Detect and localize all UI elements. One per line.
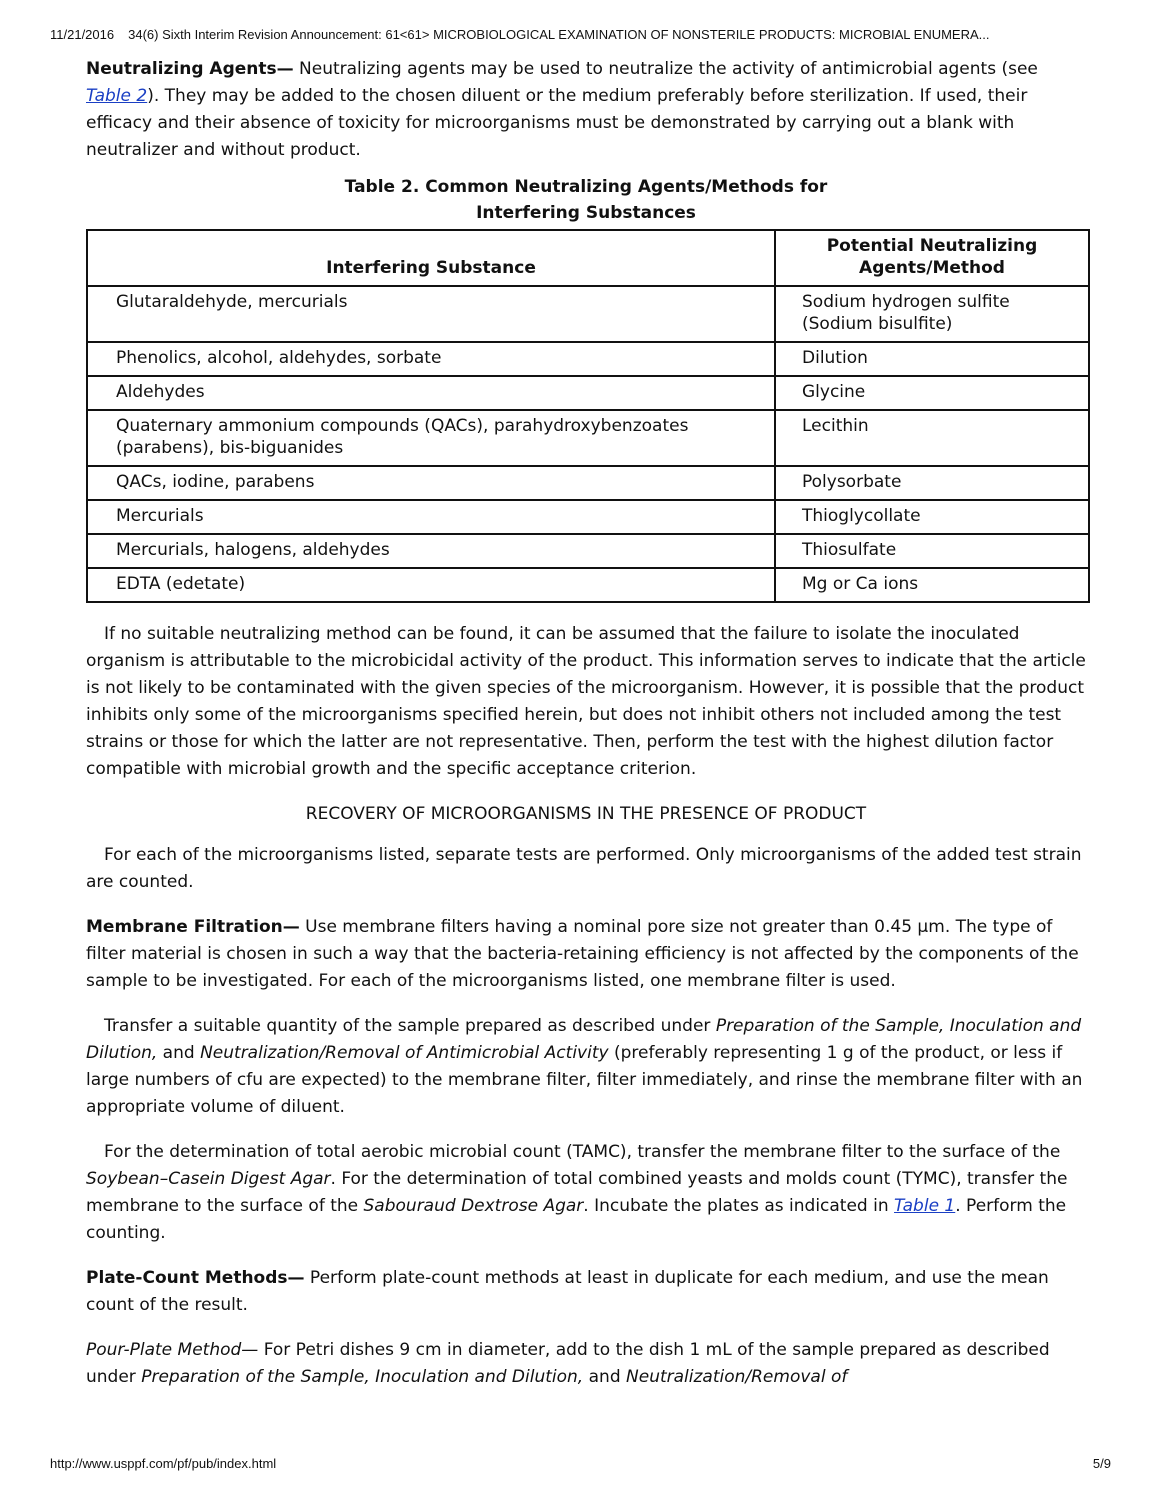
transfer-text-1: Transfer a suitable quantity of the sample prepared as described under — [104, 1016, 716, 1036]
document-body — [86, 56, 1086, 1391]
section-heading: RECOVERY OF MICROORGANISMS IN THE PRESENCE OF PRODUCT — [305, 804, 867, 824]
transfer-paragraph — [86, 1013, 1086, 1121]
header-date: 11/21/2016 — [50, 27, 115, 42]
tamc-medium-1: Soybean–Casein Digest Agar — [86, 1169, 331, 1189]
footer-url: http://www.usppf.com/pf/pub/index.html — [50, 1456, 277, 1471]
table-caption-line-2: Interfering Substances — [476, 203, 696, 223]
agent-cell: Dilution — [775, 342, 1089, 376]
plate-count-text: Perform plate-count methods at least in duplicate for each medium, and use the mean count of the result. — [86, 1268, 1049, 1315]
tamc-text-2: . For the determination of total combined yeasts and molds count (TYMC), transfer the membrane to the surface of the — [86, 1169, 1068, 1216]
table-row — [87, 568, 1089, 602]
column-header-line-1: Potential Neutralizing — [826, 236, 1038, 256]
neutralizing-text-1: Neutralizing agents may be used to neutralize the activity of antimicrobial agents (see — [293, 59, 1038, 79]
page-footer — [50, 1456, 1111, 1471]
header-title: 34(6) Sixth Interim Revision Announcement: 61<61> MICROBIOLOGICAL EXAMINATION OF NONSTERILE PRODUCTS: MICROBIAL ENUMERA... — [128, 27, 990, 42]
page-header — [50, 27, 1129, 42]
plate-count-paragraph — [86, 1265, 1086, 1319]
each-microorganism-paragraph: For each of the microorganisms listed, separate tests are performed. Only microorganisms of the added test strain are counted. — [86, 845, 1082, 892]
membrane-filtration-paragraph — [86, 914, 1086, 995]
membrane-filtration-text: Use membrane filters having a nominal pore size not greater than 0.45 µm. The type of filter material is chosen in such a way that the bacteria-retaining efficiency is not affected by the components of the sample to be investigated. For each of the microorganisms listed, one membrane filter is used. — [86, 917, 1079, 991]
transfer-text-2: and — [157, 1043, 201, 1063]
table-row — [87, 410, 1089, 466]
table-row — [87, 500, 1089, 534]
table-row — [87, 342, 1089, 376]
tamc-text-4: . Perform the counting. — [86, 1196, 1067, 1243]
pour-plate-paragraph — [86, 1337, 1086, 1391]
plate-count-heading: Plate-Count Methods— — [86, 1268, 305, 1288]
transfer-ref-1: Preparation of the Sample, Inoculation and Dilution, — [86, 1016, 1082, 1063]
table-row — [87, 376, 1089, 410]
agent-line: (Sodium bisulfite) — [802, 314, 953, 334]
column-header-line-2: Agents/Method — [859, 258, 1005, 278]
column-header-neutralizing-agent — [775, 230, 1089, 286]
substance-cell: Mercurials, halogens, aldehydes — [87, 534, 775, 568]
neutralizing-agents-paragraph — [86, 56, 1086, 164]
pour-plate-heading: Pour-Plate Method— — [86, 1340, 259, 1360]
no-suitable-method-paragraph: If no suitable neutralizing method can be found, it can be assumed that the failure to isolate the inoculated organism is attributable to the microbicidal activity of the product. This information serves to indicate that the article is not likely to be contaminated with the given species of the microorganism. However, it is possible that the product inhibits only some of the microorganisms specified herein, but does not inhibit others not included among the test strains or those for which the latter are not representative. Then, perform the test with the highest dilution factor compatible with microbial growth and the specific acceptance criterion. — [86, 624, 1086, 779]
substance-cell: Quaternary ammonium compounds (QACs), parahydroxybenzoates (parabens), bis-biguanides — [87, 410, 775, 466]
agent-cell — [775, 286, 1089, 342]
agent-cell: Lecithin — [775, 410, 1089, 466]
table-caption-line-1: Table 2. Common Neutralizing Agents/Methods for — [344, 177, 828, 197]
agent-line: Sodium hydrogen sulfite — [802, 292, 1010, 312]
page-number: 5/9 — [1092, 1456, 1111, 1471]
pour-plate-ref-2: Neutralization/Removal of — [626, 1367, 848, 1387]
neutralizing-agents-table — [86, 229, 1090, 603]
transfer-text-3: (preferably representing 1 g of the product, or less if large numbers of cfu are expected) to the membrane filter, filter immediately, and rinse the membrane filter with an appropriate volume of diluent. — [86, 1043, 1083, 1117]
table-row — [87, 534, 1089, 568]
tamc-text-1: For the determination of total aerobic microbial count (TAMC), transfer the membrane filter to the surface of the — [104, 1142, 1061, 1162]
pour-plate-text-1: For Petri dishes 9 cm in diameter, add to the dish 1 mL of the sample prepared as described under — [86, 1340, 1050, 1387]
agent-cell: Thiosulfate — [775, 534, 1089, 568]
table-2-caption — [86, 174, 1086, 226]
pour-plate-text-2: and — [583, 1367, 627, 1387]
membrane-filtration-heading: Membrane Filtration— — [86, 917, 300, 937]
neutralizing-agents-heading: Neutralizing Agents— — [86, 59, 294, 79]
neutralizing-text-2: ). They may be added to the chosen diluent or the medium preferably before sterilization. If used, their efficacy and their absence of toxicity for microorganisms must be demonstrated by carrying out a blank with neutralizer and without product. — [86, 86, 1028, 160]
agent-cell: Polysorbate — [775, 466, 1089, 500]
column-header-interfering-substance: Interfering Substance — [87, 230, 775, 286]
table-row — [87, 286, 1089, 342]
table-1-link[interactable]: Table 1 — [894, 1196, 956, 1216]
substance-cell: Mercurials — [87, 500, 775, 534]
substance-cell: EDTA (edetate) — [87, 568, 775, 602]
agent-cell: Mg or Ca ions — [775, 568, 1089, 602]
substance-cell: Glutaraldehyde, mercurials — [87, 286, 775, 342]
pour-plate-ref-1: Preparation of the Sample, Inoculation and Dilution, — [141, 1367, 584, 1387]
agent-cell: Glycine — [775, 376, 1089, 410]
substance-cell: Phenolics, alcohol, aldehydes, sorbate — [87, 342, 775, 376]
transfer-ref-2: Neutralization/Removal of Antimicrobial Activity — [200, 1043, 609, 1063]
substance-cell: Aldehydes — [87, 376, 775, 410]
tamc-paragraph — [86, 1139, 1086, 1247]
table-2-link[interactable]: Table 2 — [86, 86, 148, 106]
tamc-text-3: . Incubate the plates as indicated in — [583, 1196, 895, 1216]
agent-cell: Thioglycollate — [775, 500, 1089, 534]
table-row — [87, 466, 1089, 500]
tamc-medium-2: Sabouraud Dextrose Agar — [363, 1196, 584, 1216]
substance-cell: QACs, iodine, parabens — [87, 466, 775, 500]
table-header-row — [87, 230, 1089, 286]
